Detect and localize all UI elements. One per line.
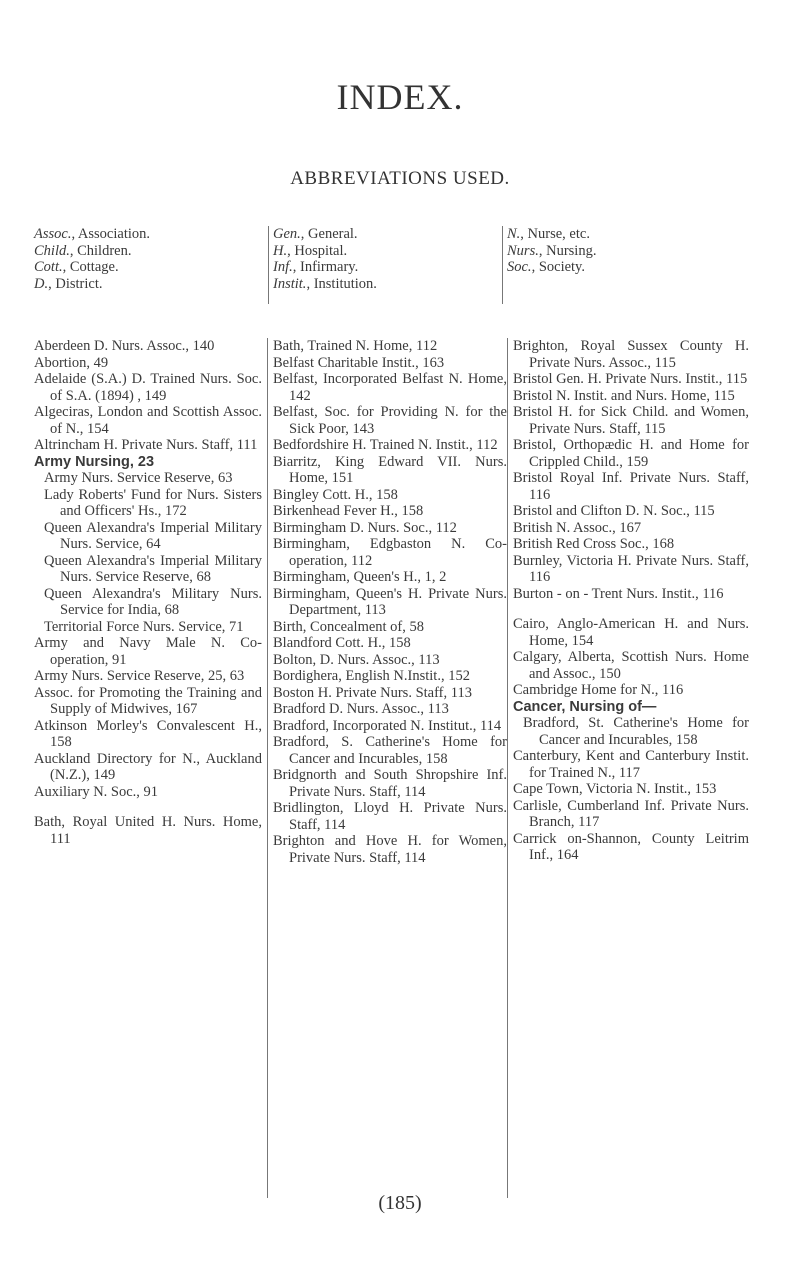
page-title: INDEX. xyxy=(336,77,464,117)
index-entry: Belfast, Incorporated Belfast N. Home, 142 xyxy=(273,371,507,404)
index-subentry: Queen Alexandra's Imperial Military Nurs. Service Reserve, 68 xyxy=(44,552,262,585)
index-entry: Calgary, Alberta, Scottish Nurs. Home and Assoc., 150 xyxy=(513,649,749,682)
index-entry: British N. Assoc., 167 xyxy=(513,519,642,536)
index-entry: Birmingham, Queen's H. Private Nurs. Department, 113 xyxy=(273,585,507,618)
index-entry: Algeciras, London and Scottish Assoc. of N., 154 xyxy=(34,404,262,437)
section-gap xyxy=(513,602,749,616)
abbreviation-row: H., Hospital. xyxy=(273,242,348,259)
index-entry: Bridgnorth and South Shropshire Inf. Private Nurs. Staff, 114 xyxy=(273,767,507,800)
index-heading: Army Nursing, 23 xyxy=(34,453,155,470)
index-entry: Bordighera, English N.Instit., 152 xyxy=(273,668,470,684)
index-entry: Bristol and Clifton D. N. Soc., 115 xyxy=(513,503,715,519)
index-entry: Bedfordshire H. Trained N. Instit., 112 xyxy=(273,437,498,453)
index-entry: Auckland Directory for N., Auckland (N.Z.), 149 xyxy=(34,750,262,783)
index-subentry: Queen Alexandra's Military Nurs. Service for India, 68 xyxy=(44,585,262,618)
index-subentry: Army Nurs. Service Reserve, 63 xyxy=(44,470,233,486)
index-entry: Canterbury, Kent and Canterbury Instit. for Trained N., 117 xyxy=(513,748,749,781)
abbreviation-row: D., District. xyxy=(34,275,103,292)
index-entry: Bridlington, Lloyd H. Private Nurs. Staff, 114 xyxy=(273,800,507,833)
index-subentry: Bradford, St. Catherine's Home for Cancer and Incurables, 158 xyxy=(523,715,749,748)
index-entry: Bristol H. for Sick Child. and Women, Private Nurs. Staff, 115 xyxy=(513,404,749,437)
index-entry: Altrincham H. Private Nurs. Staff, 111 xyxy=(34,437,258,453)
index-subentry: Lady Roberts' Fund for Nurs. Sisters and Officers' Hs., 172 xyxy=(44,486,262,519)
index-column-2 xyxy=(267,338,507,1198)
abbreviation-row: Cott., Cottage. xyxy=(34,259,119,275)
abbreviation-row: Soc., Society. xyxy=(507,259,585,275)
index-entry: Bolton, D. Nurs. Assoc., 113 xyxy=(273,651,440,668)
index-entry: British Red Cross Soc., 168 xyxy=(513,536,675,552)
abbreviations-column-3 xyxy=(502,226,737,304)
index-entry: Birmingham, Edgbaston N. Co-operation, 112 xyxy=(273,536,507,569)
index-column-3 xyxy=(507,338,749,1198)
index-entry: Belfast, Soc. for Providing N. for the Sick Poor, 143 xyxy=(273,404,507,437)
index-entry: Aberdeen D. Nurs. Assoc., 140 xyxy=(34,338,215,354)
index-entry: Biarritz, King Edward VII. Nurs. Home, 151 xyxy=(273,453,507,486)
page-number: (185) xyxy=(378,1192,422,1214)
index-entry: Adelaide (S.A.) D. Trained Nurs. Soc. of S.A. (1894) , 149 xyxy=(34,371,262,404)
index-entry: Carlisle, Cumberland Inf. Private Nurs. Branch, 117 xyxy=(513,797,749,830)
index-heading: Cancer, Nursing of— xyxy=(513,698,657,715)
index-entry: Bradford, S. Catherine's Home for Cancer and Incurables, 158 xyxy=(273,734,507,767)
index-entry: Bingley Cott. H., 158 xyxy=(273,486,398,503)
abbreviation-row: Instit., Institution. xyxy=(273,275,377,292)
abbreviations-column-1 xyxy=(34,226,244,292)
index-entry: Boston H. Private Nurs. Staff, 113 xyxy=(273,684,472,701)
index-entry: Burnley, Victoria H. Private Nurs. Staff, 116 xyxy=(513,552,749,585)
index-entry: Army and Navy Male N. Co-operation, 91 xyxy=(34,635,262,668)
index-entry: Cambridge Home for N., 116 xyxy=(513,682,684,698)
index-entry: Bristol Royal Inf. Private Nurs. Staff, 116 xyxy=(513,470,749,503)
abbreviation-row: Child., Children. xyxy=(34,242,132,259)
index-entry: Bath, Royal United H. Nurs. Home, 111 xyxy=(34,814,262,847)
index-entry: Bath, Trained N. Home, 112 xyxy=(273,338,438,354)
index-entry: Cape Town, Victoria N. Instit., 153 xyxy=(513,781,717,797)
index-entry: Bristol N. Instit. and Nurs. Home, 115 xyxy=(513,387,735,404)
index-entry: Brighton and Hove H. for Women, Private Nurs. Staff, 114 xyxy=(273,833,507,866)
abbreviations-list xyxy=(34,226,774,316)
index-entry: Burton - on - Trent Nurs. Instit., 116 xyxy=(513,585,724,602)
abbreviation-row: Nurs., Nursing. xyxy=(507,242,597,259)
abbreviations-column-2 xyxy=(268,226,503,304)
abbreviation-row: N., Nurse, etc. xyxy=(507,226,590,242)
index-entry: Bradford, Incorporated N. Institut., 114 xyxy=(273,717,502,734)
index-column-1 xyxy=(34,338,262,847)
index-entry: Birmingham, Queen's H., 1, 2 xyxy=(273,569,447,585)
index-subentry: Queen Alexandra's Imperial Military Nurs. Service, 64 xyxy=(44,519,262,552)
index-entry: Belfast Charitable Instit., 163 xyxy=(273,354,445,371)
index-subentry: Territorial Force Nurs. Service, 71 xyxy=(44,618,244,635)
index-entry: Bradford D. Nurs. Assoc., 113 xyxy=(273,701,449,717)
index-entry: Atkinson Morley's Convalescent H., 158 xyxy=(34,717,262,750)
index-entry: Brighton, Royal Sussex County H. Private Nurs. Assoc., 115 xyxy=(513,338,749,371)
index-entry: Bristol Gen. H. Private Nurs. Instit., 115 xyxy=(513,371,748,387)
abbreviation-row: Inf., Infirmary. xyxy=(273,259,359,275)
index-entry: Cairo, Anglo-American H. and Nurs. Home, 154 xyxy=(513,616,749,649)
index-entry: Birth, Concealment of, 58 xyxy=(273,618,425,635)
index-entry: Army Nurs. Service Reserve, 25, 63 xyxy=(34,668,245,684)
index-entry: Carrick on-Shannon, County Leitrim Inf., 164 xyxy=(513,830,749,863)
index-entry: Abortion, 49 xyxy=(34,354,109,371)
index-entry: Birmingham D. Nurs. Soc., 112 xyxy=(273,519,457,536)
index-entry: Blandford Cott. H., 158 xyxy=(273,635,411,651)
index-entry: Birkenhead Fever H., 158 xyxy=(273,503,424,519)
index-entry: Bristol, Orthopædic H. and Home for Crippled Child., 159 xyxy=(513,437,749,470)
abbreviation-row: Assoc., Association. xyxy=(34,226,151,242)
abbreviations-heading: ABBREVIATIONS USED. xyxy=(290,168,510,189)
index-body xyxy=(34,338,776,1208)
index-entry: Assoc. for Promoting the Training and Supply of Midwives, 167 xyxy=(34,684,262,717)
abbreviation-row: Gen., General. xyxy=(273,226,358,242)
index-entry: Auxiliary N. Soc., 91 xyxy=(34,783,159,800)
section-gap xyxy=(34,800,262,814)
